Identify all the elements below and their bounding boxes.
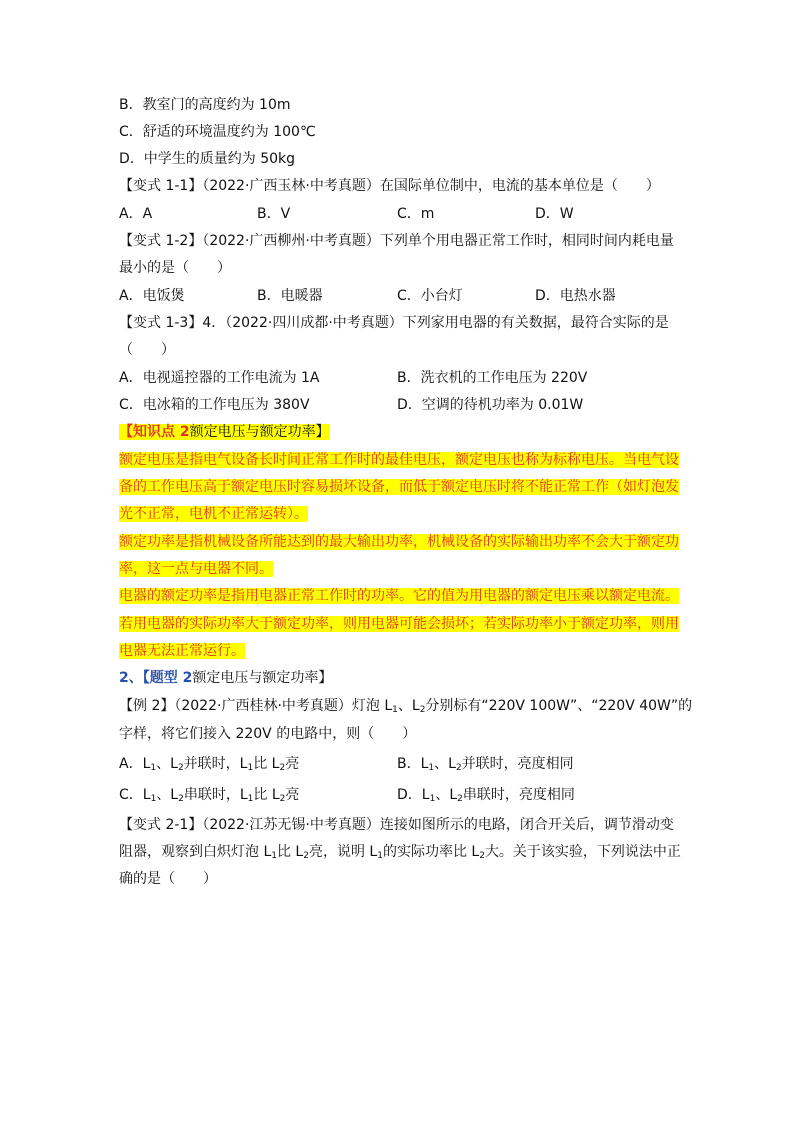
knowledge-title: 额定电压与额定功率】	[189, 424, 330, 440]
option-c: C．m	[397, 206, 435, 222]
option-a	[119, 754, 299, 774]
variant-1-1-stem	[119, 176, 660, 196]
subscript: 1	[377, 851, 383, 861]
type-tag: 【题型 2	[142, 670, 193, 686]
question-text: 亮，说明 L	[308, 844, 378, 860]
highlight-text: 光不正常，电机不正常运转）。	[119, 506, 308, 522]
subscript: 1	[247, 763, 254, 773]
option-b	[397, 754, 574, 774]
variant-tag: 【变式 1-1】	[119, 178, 203, 194]
knowledge-para-1	[119, 477, 679, 497]
knowledge-tag: 【知识点 2	[119, 424, 190, 440]
question-text-cont: 最小的是（ ）	[119, 260, 231, 276]
question-text: 分别标有“220V 100W”、“220V 40W”的	[425, 698, 693, 714]
option-d: D．空调的待机功率为 0.01W	[397, 397, 584, 413]
subscript: 2	[178, 794, 184, 804]
knowledge-para-3	[119, 641, 245, 661]
option-text: 、L	[156, 756, 178, 772]
option-text: 串联时，L	[183, 787, 248, 803]
type-title: 额定电压与额定功率】	[192, 670, 333, 686]
subscript: 2	[279, 794, 286, 804]
highlight-text: 电器无法正常运行。	[119, 643, 245, 659]
question-text: 阻器，观察到白炽灯泡 L	[119, 844, 272, 860]
subscript: 1	[150, 794, 157, 804]
subscript: 2	[177, 763, 184, 773]
question-text: 大。关于该实验，下列说法中正	[484, 844, 681, 860]
option-text: B．L	[397, 756, 429, 772]
knowledge-para-1	[119, 450, 679, 470]
subscript: 2	[457, 794, 463, 804]
option-b: B．电暖器	[257, 288, 323, 304]
option-c	[119, 785, 299, 805]
question-text: （2022·广西柳州·中考真题）下列单个用电器正常工作时，相同时间内耗电量	[202, 233, 674, 249]
highlight-text: 额定功率是指机械设备所能达到的最大输出功率，机械设备的实际输出功率不会大于额定功	[119, 534, 679, 550]
variant-2-1-stem	[119, 815, 674, 835]
subscript: 2	[479, 851, 485, 861]
option-d: D．W	[535, 206, 574, 222]
option-text: 串联时，亮度相同	[462, 787, 575, 803]
option-text: C．L	[119, 787, 151, 803]
question-text: （2022·广西桂林·中考真题）灯泡 L	[174, 698, 393, 714]
option-b: B．教室门的高度约为 10m	[119, 97, 291, 113]
option-d: D．电热水器	[535, 288, 616, 304]
question-text: 的实际功率比 L	[382, 844, 480, 860]
highlight-text: 备的工作电压高于额定电压时容易损坏设备，而低于额定电压时将不能正常工作（如灯泡发	[119, 479, 679, 495]
option-a: A．A	[119, 206, 153, 222]
option-text: 、L	[156, 787, 179, 803]
question-text-cont	[119, 842, 681, 862]
highlight-text: 额定电压是指电气设备长时间正常工作时的最佳电压，额定电压也称为标称电压。当电气设	[119, 452, 679, 468]
knowledge-para-1	[119, 504, 308, 524]
type-heading	[119, 668, 332, 688]
option-d: D．中学生的质量约为 50kg	[119, 151, 296, 167]
subscript: 2	[303, 851, 309, 861]
question-text-cont: （ ）	[119, 342, 175, 358]
option-c: C．电冰箱的工作电压为 380V	[119, 397, 310, 413]
question-text-cont: 字样，将它们接入 220V 的电路中，则（ ）	[119, 726, 417, 742]
example-2-stem	[119, 696, 692, 716]
option-text: 并联时，L	[183, 756, 248, 772]
subscript: 2	[419, 705, 426, 715]
option-text: 、L	[434, 756, 456, 772]
highlight-text: 若用电器的实际功率大于额定功率，则用电器可能会损坏；若实际功率小于额定功率，则用	[119, 616, 679, 632]
option-d	[397, 785, 575, 805]
subscript: 1	[392, 705, 398, 715]
question-text: （2022·江苏无锡·中考真题）连接如图所示的电路，闭合开关后，调节滑动变	[202, 817, 674, 833]
highlight-text: 率，这一点与电器不同。	[119, 561, 273, 577]
subscript: 1	[150, 763, 157, 773]
question-text: （2022·广西玉林·中考真题）在国际单位制中，电流的基本单位是（ ）	[202, 178, 660, 194]
knowledge-para-2	[119, 532, 679, 552]
option-b: B．洗衣机的工作电压为 220V	[397, 370, 588, 386]
option-c: C．小台灯	[397, 288, 463, 304]
subscript: 2	[455, 763, 462, 773]
option-a: A．电视遥控器的工作电流为 1A	[119, 370, 320, 386]
type-number: 2、	[119, 670, 143, 686]
variant-tag: 【变式 1-2】	[119, 233, 203, 249]
knowledge-para-3	[119, 586, 679, 606]
subscript: 1	[247, 794, 254, 804]
highlight-text: 电器的额定功率是指用电器正常工作时的功率。它的值为用电器的额定电压乘以额定电流。	[119, 588, 679, 604]
option-text: 亮	[285, 756, 300, 772]
option-text: 亮	[285, 787, 300, 803]
option-text: 比 L	[253, 756, 280, 772]
subscript: 1	[429, 794, 436, 804]
question-text-cont: 确的是（ ）	[119, 871, 217, 887]
option-text: A．L	[119, 756, 151, 772]
subscript: 1	[271, 851, 277, 861]
option-text: 并联时，亮度相同	[461, 756, 574, 772]
option-text: 比 L	[253, 787, 280, 803]
question-text: 、L	[397, 698, 420, 714]
variant-1-2-stem	[119, 231, 674, 251]
knowledge-heading	[119, 422, 330, 442]
option-c: C．舒适的环境温度约为 100℃	[119, 124, 316, 140]
variant-tag: 【变式 1-3】	[119, 315, 203, 331]
variant-1-3-stem	[119, 313, 669, 333]
example-tag: 【例 2】	[119, 698, 175, 714]
option-text: 、L	[435, 787, 458, 803]
variant-tag: 【变式 2-1】	[119, 817, 203, 833]
subscript: 2	[279, 763, 286, 773]
option-text: D．L	[397, 787, 430, 803]
question-text: 比 L	[276, 844, 304, 860]
option-a: A．电饭煲	[119, 288, 185, 304]
knowledge-para-2	[119, 559, 273, 579]
knowledge-para-3	[119, 614, 679, 634]
question-text: 4．（2022·四川成都·中考真题）下列家用电器的有关数据，最符合实际的是	[202, 315, 669, 331]
subscript: 1	[428, 763, 435, 773]
option-b: B．V	[257, 206, 291, 222]
